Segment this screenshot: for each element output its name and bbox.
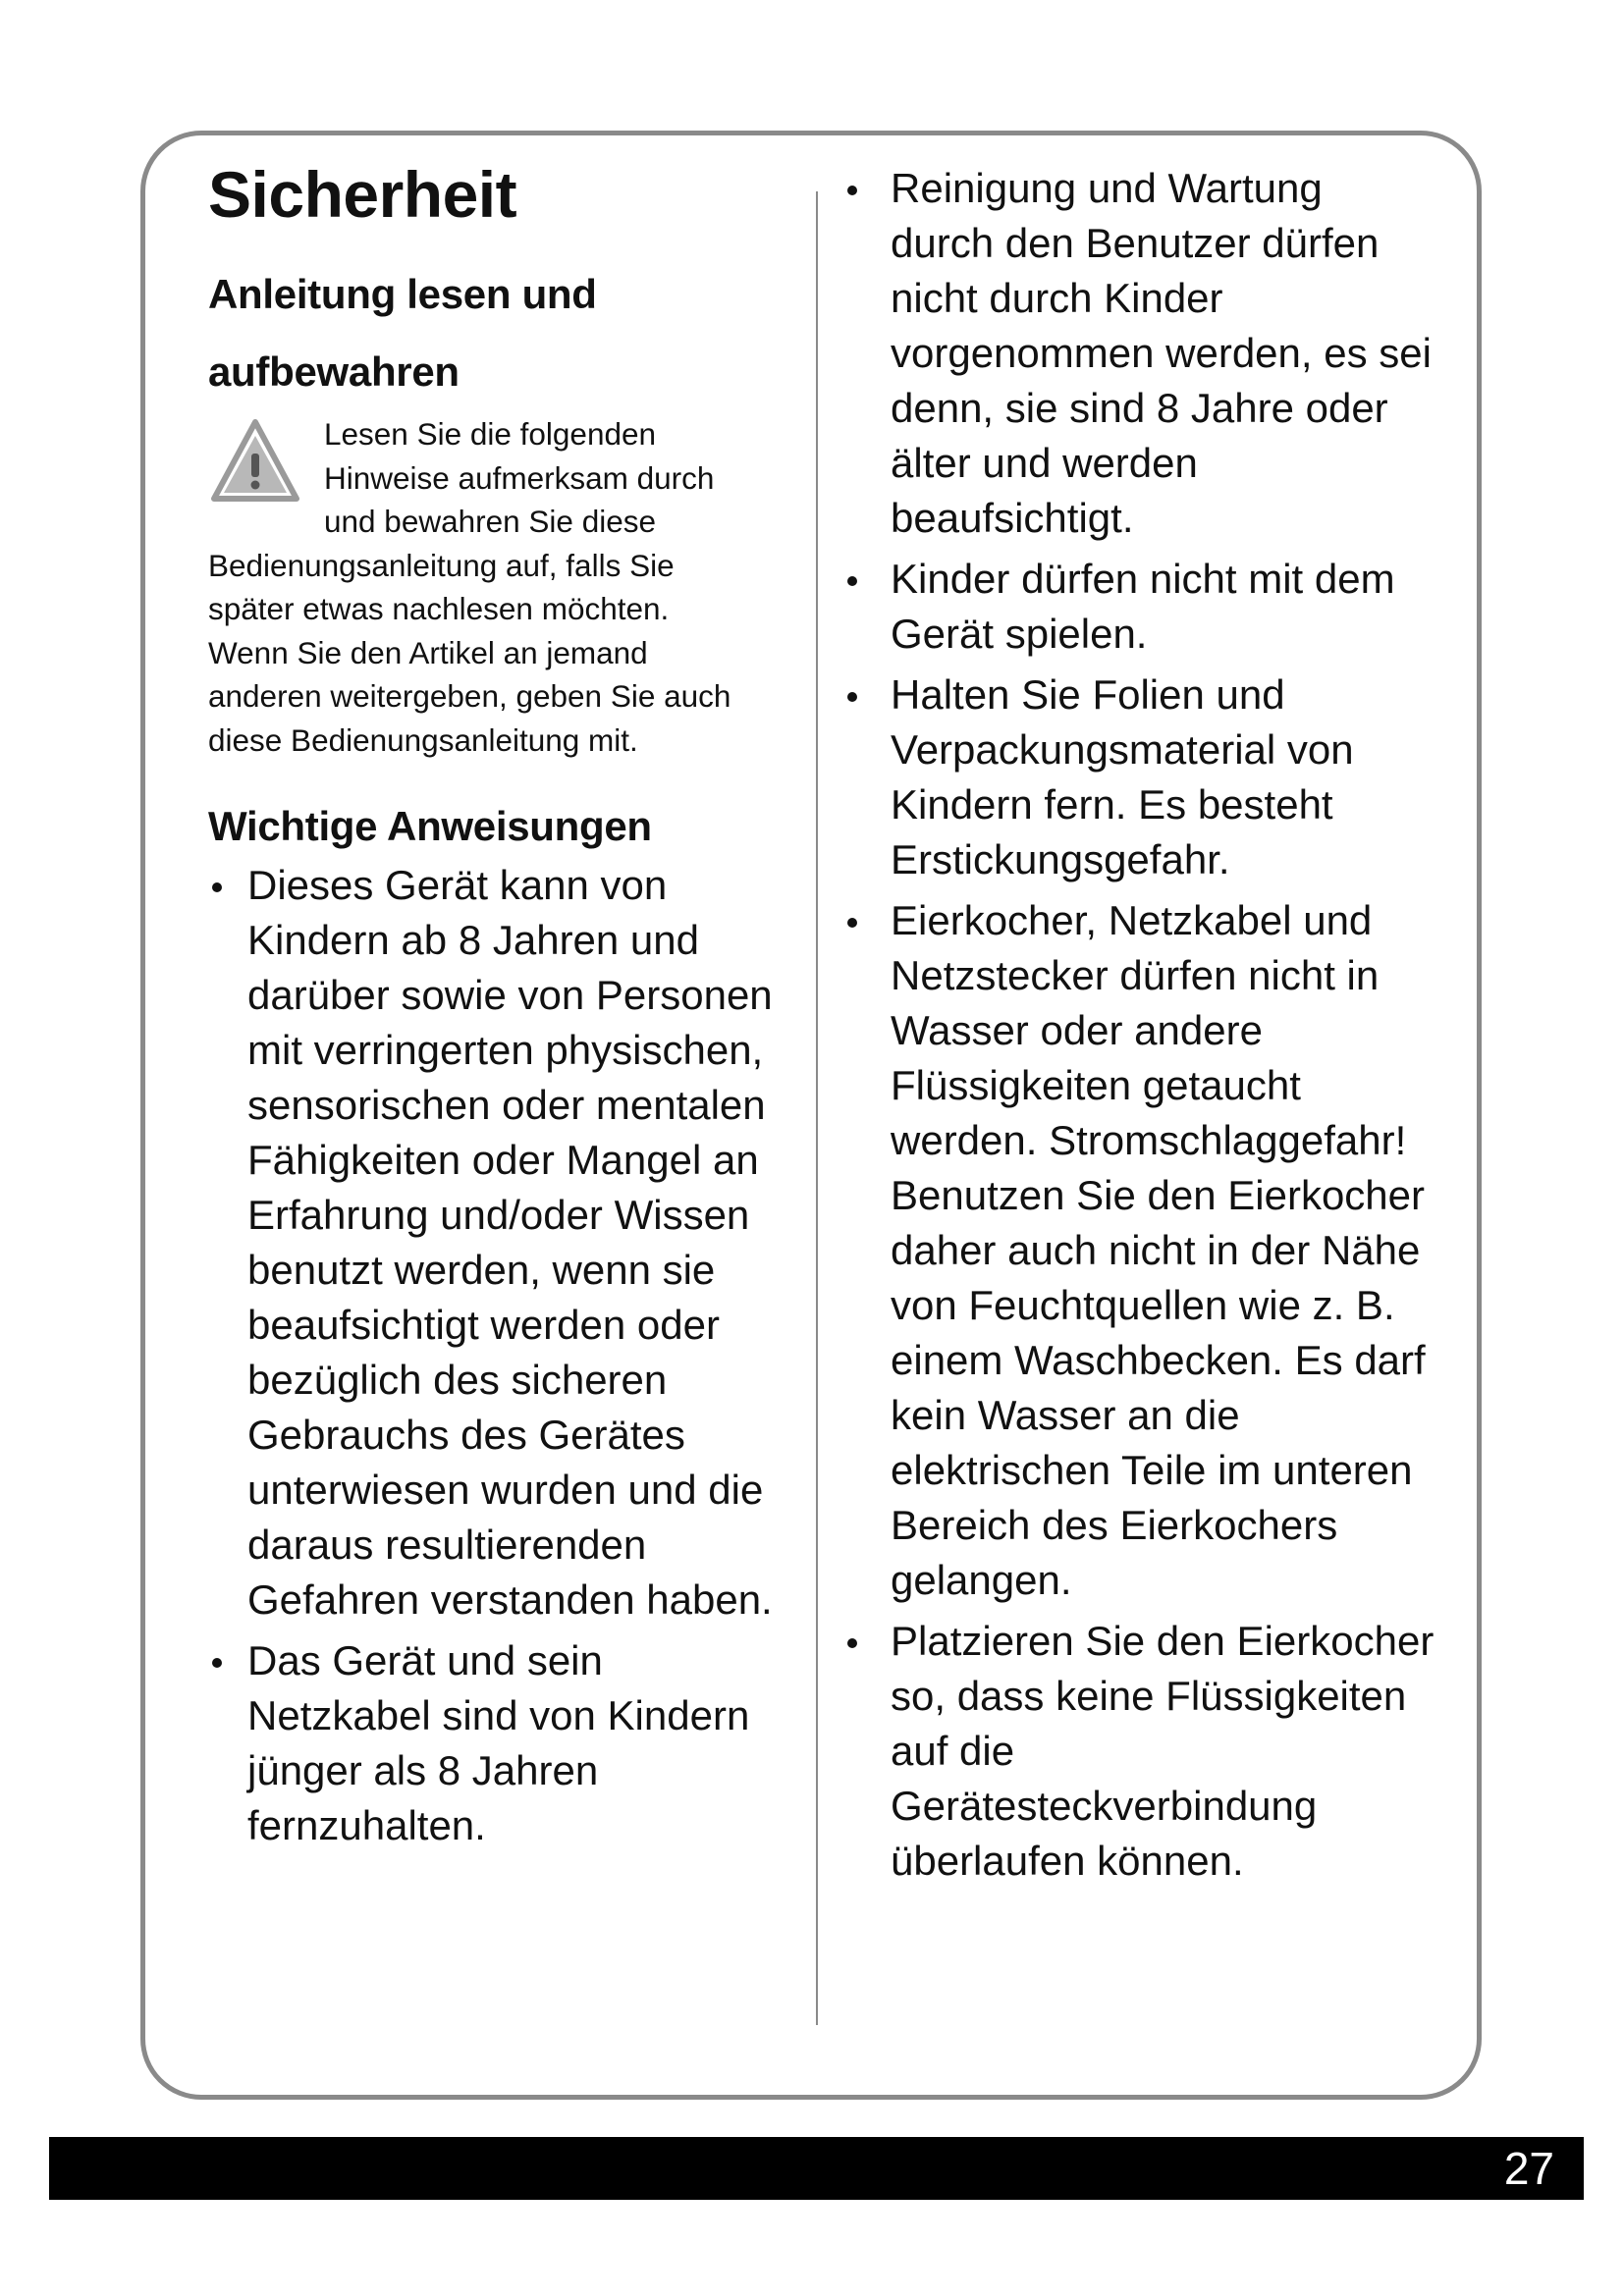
text-line: anderen weitergeben, geben Sie auch (208, 678, 731, 714)
page-number: 27 (1503, 2143, 1554, 2194)
read-instructions-block (208, 412, 787, 762)
list-item (208, 1633, 787, 1853)
list-item (847, 893, 1436, 1608)
list-item-text: Platzieren Sie den Eierkocher so, dass keine Flüssigkeiten auf die Gerätesteckverbindung überlaufen können. (891, 1618, 1435, 1884)
list-item-text: Reinigung und Wartung durch den Benutzer dürfen nicht durch Kinder vorgenommen werden, es sei denn, sie sind 8 Jahre oder älter und werden beaufsichtigt. (891, 165, 1432, 541)
right-column (847, 161, 1436, 1895)
list-item-text: Eierkocher, Netzkabel und Netzstecker dürfen nicht in Wasser oder andere Flüssigkeiten getaucht werden. Stromschlaggefahr! Benutzen Sie den Eierkocher daher auch nicht in der Nähe von Feuchtquellen wie z. B. einem Waschbecken. Es darf kein Wasser an die elektrischen Teile im unteren Bereich des Eierkochers gelangen. (891, 897, 1426, 1603)
text-line: später etwas nachlesen möchten. (208, 591, 670, 626)
footer-bar (49, 2137, 1584, 2200)
text-line: diese Bedienungsanleitung mit. (208, 721, 638, 758)
warning-triangle-icon (208, 416, 302, 507)
list-item (847, 552, 1436, 662)
text-line: Lesen Sie die folgenden (324, 416, 657, 452)
left-column (208, 157, 787, 1859)
list-item-text: Halten Sie Folien und Verpackungsmaterial von Kindern fern. Es besteht Erstickungsgefahr. (891, 671, 1354, 882)
bullet-icon (847, 186, 857, 195)
bullet-icon (847, 692, 857, 702)
safety-list-continued (847, 161, 1436, 1889)
text-line: und bewahren Sie diese (324, 504, 656, 539)
list-item (847, 667, 1436, 887)
page-title: Sicherheit (208, 158, 517, 231)
text-line: Hinweise aufmerksam durch (324, 459, 715, 496)
bullet-icon (847, 576, 857, 586)
section-heading-line: Anleitung lesen und (208, 271, 597, 317)
column-divider (816, 191, 818, 2025)
section-heading-wichtige: Wichtige Anweisungen (208, 803, 652, 849)
bullet-icon (847, 918, 857, 928)
list-item (208, 858, 787, 1628)
section-heading-line: aufbewahren (208, 348, 460, 395)
important-instructions-list (208, 858, 787, 1853)
list-item (847, 161, 1436, 546)
bullet-icon (212, 882, 222, 892)
text-line: Bedienungsanleitung auf, falls Sie (208, 547, 675, 583)
bullet-icon (847, 1638, 857, 1648)
list-item-text: Kinder dürfen nicht mit dem Gerät spielen. (891, 556, 1395, 657)
list-item-text: Das Gerät und sein Netzkabel sind von Kindern jünger als 8 Jahren fernzuhalten. (247, 1637, 750, 1848)
list-item (847, 1614, 1436, 1889)
list-item-text: Dieses Gerät kann von Kindern ab 8 Jahren und darüber sowie von Personen mit verringerten physischen, sensorischen oder mentalen Fähigkeiten oder Mangel an Erfahrung und/oder Wissen benutzt werden, wenn sie beaufsichtigt werden oder bezüglich des sicheren Gebrauchs des Gerätes unterwiesen wurden und die daraus resultierenden Gefahren verstanden haben. (247, 862, 773, 1623)
section-heading-anleitung (208, 255, 787, 410)
text-line: Wenn Sie den Artikel an jemand (208, 634, 648, 670)
bullet-icon (212, 1658, 222, 1668)
